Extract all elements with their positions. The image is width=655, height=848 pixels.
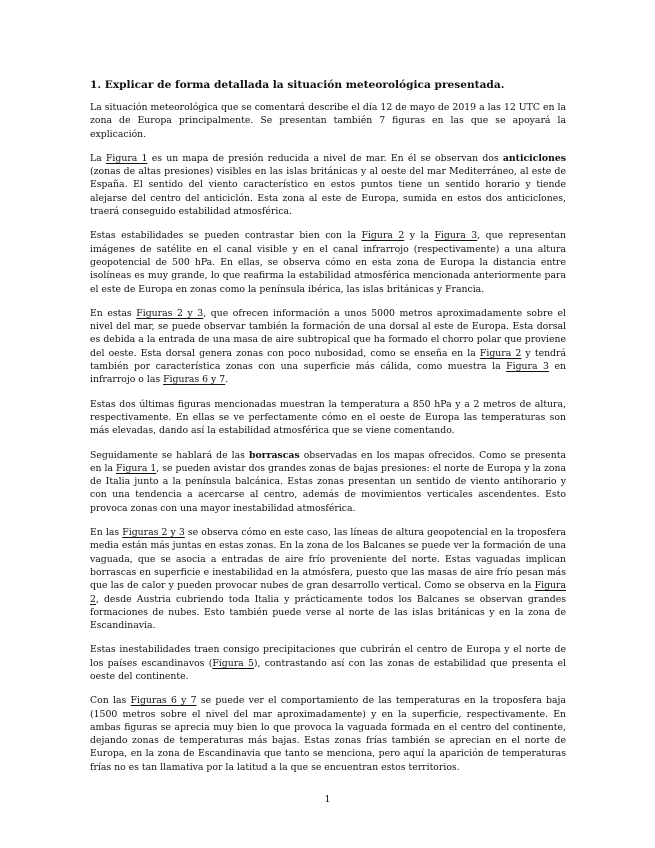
p8-text-2: ), contrastando así con las zonas de estabilidad que presenta el oeste del continente. xyxy=(90,657,566,682)
paragraph-4 xyxy=(90,307,566,387)
p4-text-2: , que ofrecen información a unos 5000 metros aproximadamente sobre el nivel del mar, se puede observar también la formación de una dorsal al este de Europa. Esta dorsal es debida a la entrada de una masa de aire subtropical que ha formado el chorro polar que proviene del oeste. Esta dorsal genera zonas con poco nubosidad, como se enseña en la xyxy=(90,307,566,359)
p6-text-1: Seguidamente se hablará de las xyxy=(90,449,249,461)
p9-text-2: se puede ver el comportamiento de las temperaturas en la troposfera baja (1500 metros sobre el nivel del mar aproximadamente) y en la superficie, respectivamente. En ambas figuras se aprecia muy bien lo que provoca la vaguada formada en el centro del continente, dejando zonas de temperaturas más bajas. Estas zonas frías también se aprecian en el norte de Europa, en la zona de Escandinavia que tanto se menciona, pero aquí la aparición de temperaturas frías no es tan llamativa por la latitud a la que se encuentran estos territorios. xyxy=(90,695,566,773)
p7-text-2: se observa cómo en este caso, las líneas de altura geopotencial en la troposfera media están más juntas en estas zonas. En la zona de los Balcanes se puede ver la formación de una vaguada, que se asocia a entradas de aire frío proveniente del norte. Estas vaguadas implican borrascas en superficie e inestabilidad en la atmósfera, puesto que las masas de aire frío pesan más que las de calor y pueden provocar nubes de gran desarrollo vertical. Como se observa en la xyxy=(90,527,566,592)
link-figura-1[interactable]: Figura 1 xyxy=(116,462,157,474)
p2-text-1: La xyxy=(90,152,106,164)
link-figura-2[interactable]: Figura 2 xyxy=(479,347,522,359)
paragraph-9 xyxy=(90,694,566,774)
p4-text-3: y tendrá también por característica zonas con una superficie más cálida, como muestra la xyxy=(90,347,566,373)
paragraph-1: La situación meteorológica que se comentará describe el día 12 de mayo de 2019 a las 12 UTC en la zona de Europa principalmente. Se presentan también 7 figuras en las que se apoyará la explicación. xyxy=(90,102,566,140)
p3-text-3: , que representan imágenes de satélite en el canal visible y en el canal infrarrojo (respectivamente) a una altura geopotencial de 500 hPa. En ellas, se observa cómo en esta zona de Europa la distancia entre isolíneas es muy grande, lo que reafirma la estabilidad atmosférica mencionada anteriormente para el este de Europa en zonas como la península ibérica, las islas británicas y Francia. xyxy=(90,230,566,295)
link-figura-5[interactable]: Figura 5 xyxy=(212,657,254,669)
paragraph-6 xyxy=(90,449,566,515)
p8-text-1: Estas inestabilidades traen consigo precipitaciones que cubrirán el centro de Europa y el norte de los países escandinavos ( xyxy=(90,644,566,669)
p2-text-2: es un mapa de presión reducida a nivel de mar. En él se observan dos xyxy=(147,152,503,164)
p3-text-1: Estas estabilidades se pueden contrastar bien con la xyxy=(90,230,362,242)
p4-text-1: En estas xyxy=(90,307,137,319)
p6-text-3: , se pueden avistar dos grandes zonas de bajas presiones: el norte de Europa y la zona de Italia junto a la península balcánica. Estas zonas presentan un sentido de viento antihorario y con una tendencia a acercarse al centro, además de movimientos verticales ascendentes. Esto provoca zonas con una mayor inestabilidad atmosférica. xyxy=(90,462,566,514)
link-figura-2[interactable]: Figura 2 xyxy=(90,580,566,605)
page-content xyxy=(90,78,566,785)
term-anticiclones: anticiclones xyxy=(502,152,566,164)
p4-text-4: en infrarrojo o las xyxy=(90,361,566,386)
term-borrascas: borrascas xyxy=(248,449,300,461)
link-figuras-6-y-7[interactable]: Figuras 6 y 7 xyxy=(163,374,226,386)
link-figuras-2-y-3[interactable]: Figuras 2 y 3 xyxy=(122,527,185,539)
p7-text-1: En las xyxy=(90,527,123,539)
p6-text-2: observadas en los mapas ofrecidos. Como se presenta en la xyxy=(90,449,566,474)
p3-text-2: y la xyxy=(404,230,435,242)
p4-text-5: . xyxy=(225,374,229,386)
paragraph-8 xyxy=(90,643,566,683)
page-number: 1 xyxy=(324,794,331,805)
p9-text-1: Con las xyxy=(90,695,131,707)
link-figura-3[interactable]: Figura 3 xyxy=(434,230,478,242)
link-figura-2[interactable]: Figura 2 xyxy=(361,230,405,242)
link-figura-1[interactable]: Figura 1 xyxy=(105,152,148,164)
link-figuras-2-y-3[interactable]: Figuras 2 y 3 xyxy=(136,307,204,319)
paragraph-5: Estas dos últimas figuras mencionadas muestran la temperatura a 850 hPa y a 2 metros de altura, respectivamente. En ellas se ve perfectamente cómo en el oeste de Europa las temperaturas son más elevadas, dando así la estabilidad atmosférica que se viene comentando. xyxy=(90,398,566,437)
paragraph-7 xyxy=(90,526,566,632)
p7-text-3: , desde Austria cubriendo toda Italia y prácticamente todos los Balcanes se observan grandes formaciones de nubes. Esto también puede verse al norte de las islas británicas y en la zona de Escandinavia. xyxy=(90,593,566,632)
paragraph-3 xyxy=(90,229,566,295)
paragraph-2 xyxy=(90,152,566,218)
link-figura-3[interactable]: Figura 3 xyxy=(506,361,549,373)
section-heading: 1. Explicar de forma detallada la situación meteorológica presentada. xyxy=(90,79,505,91)
p2-text-3: (zonas de altas presiones) visibles en las islas británicas y al oeste del mar Mediterráneo, al este de España. El sentido del viento característico en estos puntos tiene un sentido horario y tiende alejarse del centro del anticiclón. Esta zona al este de Europa, sumida en estos dos anticiclones, traerá conseguido estabilidad atmosférica. xyxy=(90,166,566,218)
link-figuras-6-y-7[interactable]: Figuras 6 y 7 xyxy=(130,695,197,707)
